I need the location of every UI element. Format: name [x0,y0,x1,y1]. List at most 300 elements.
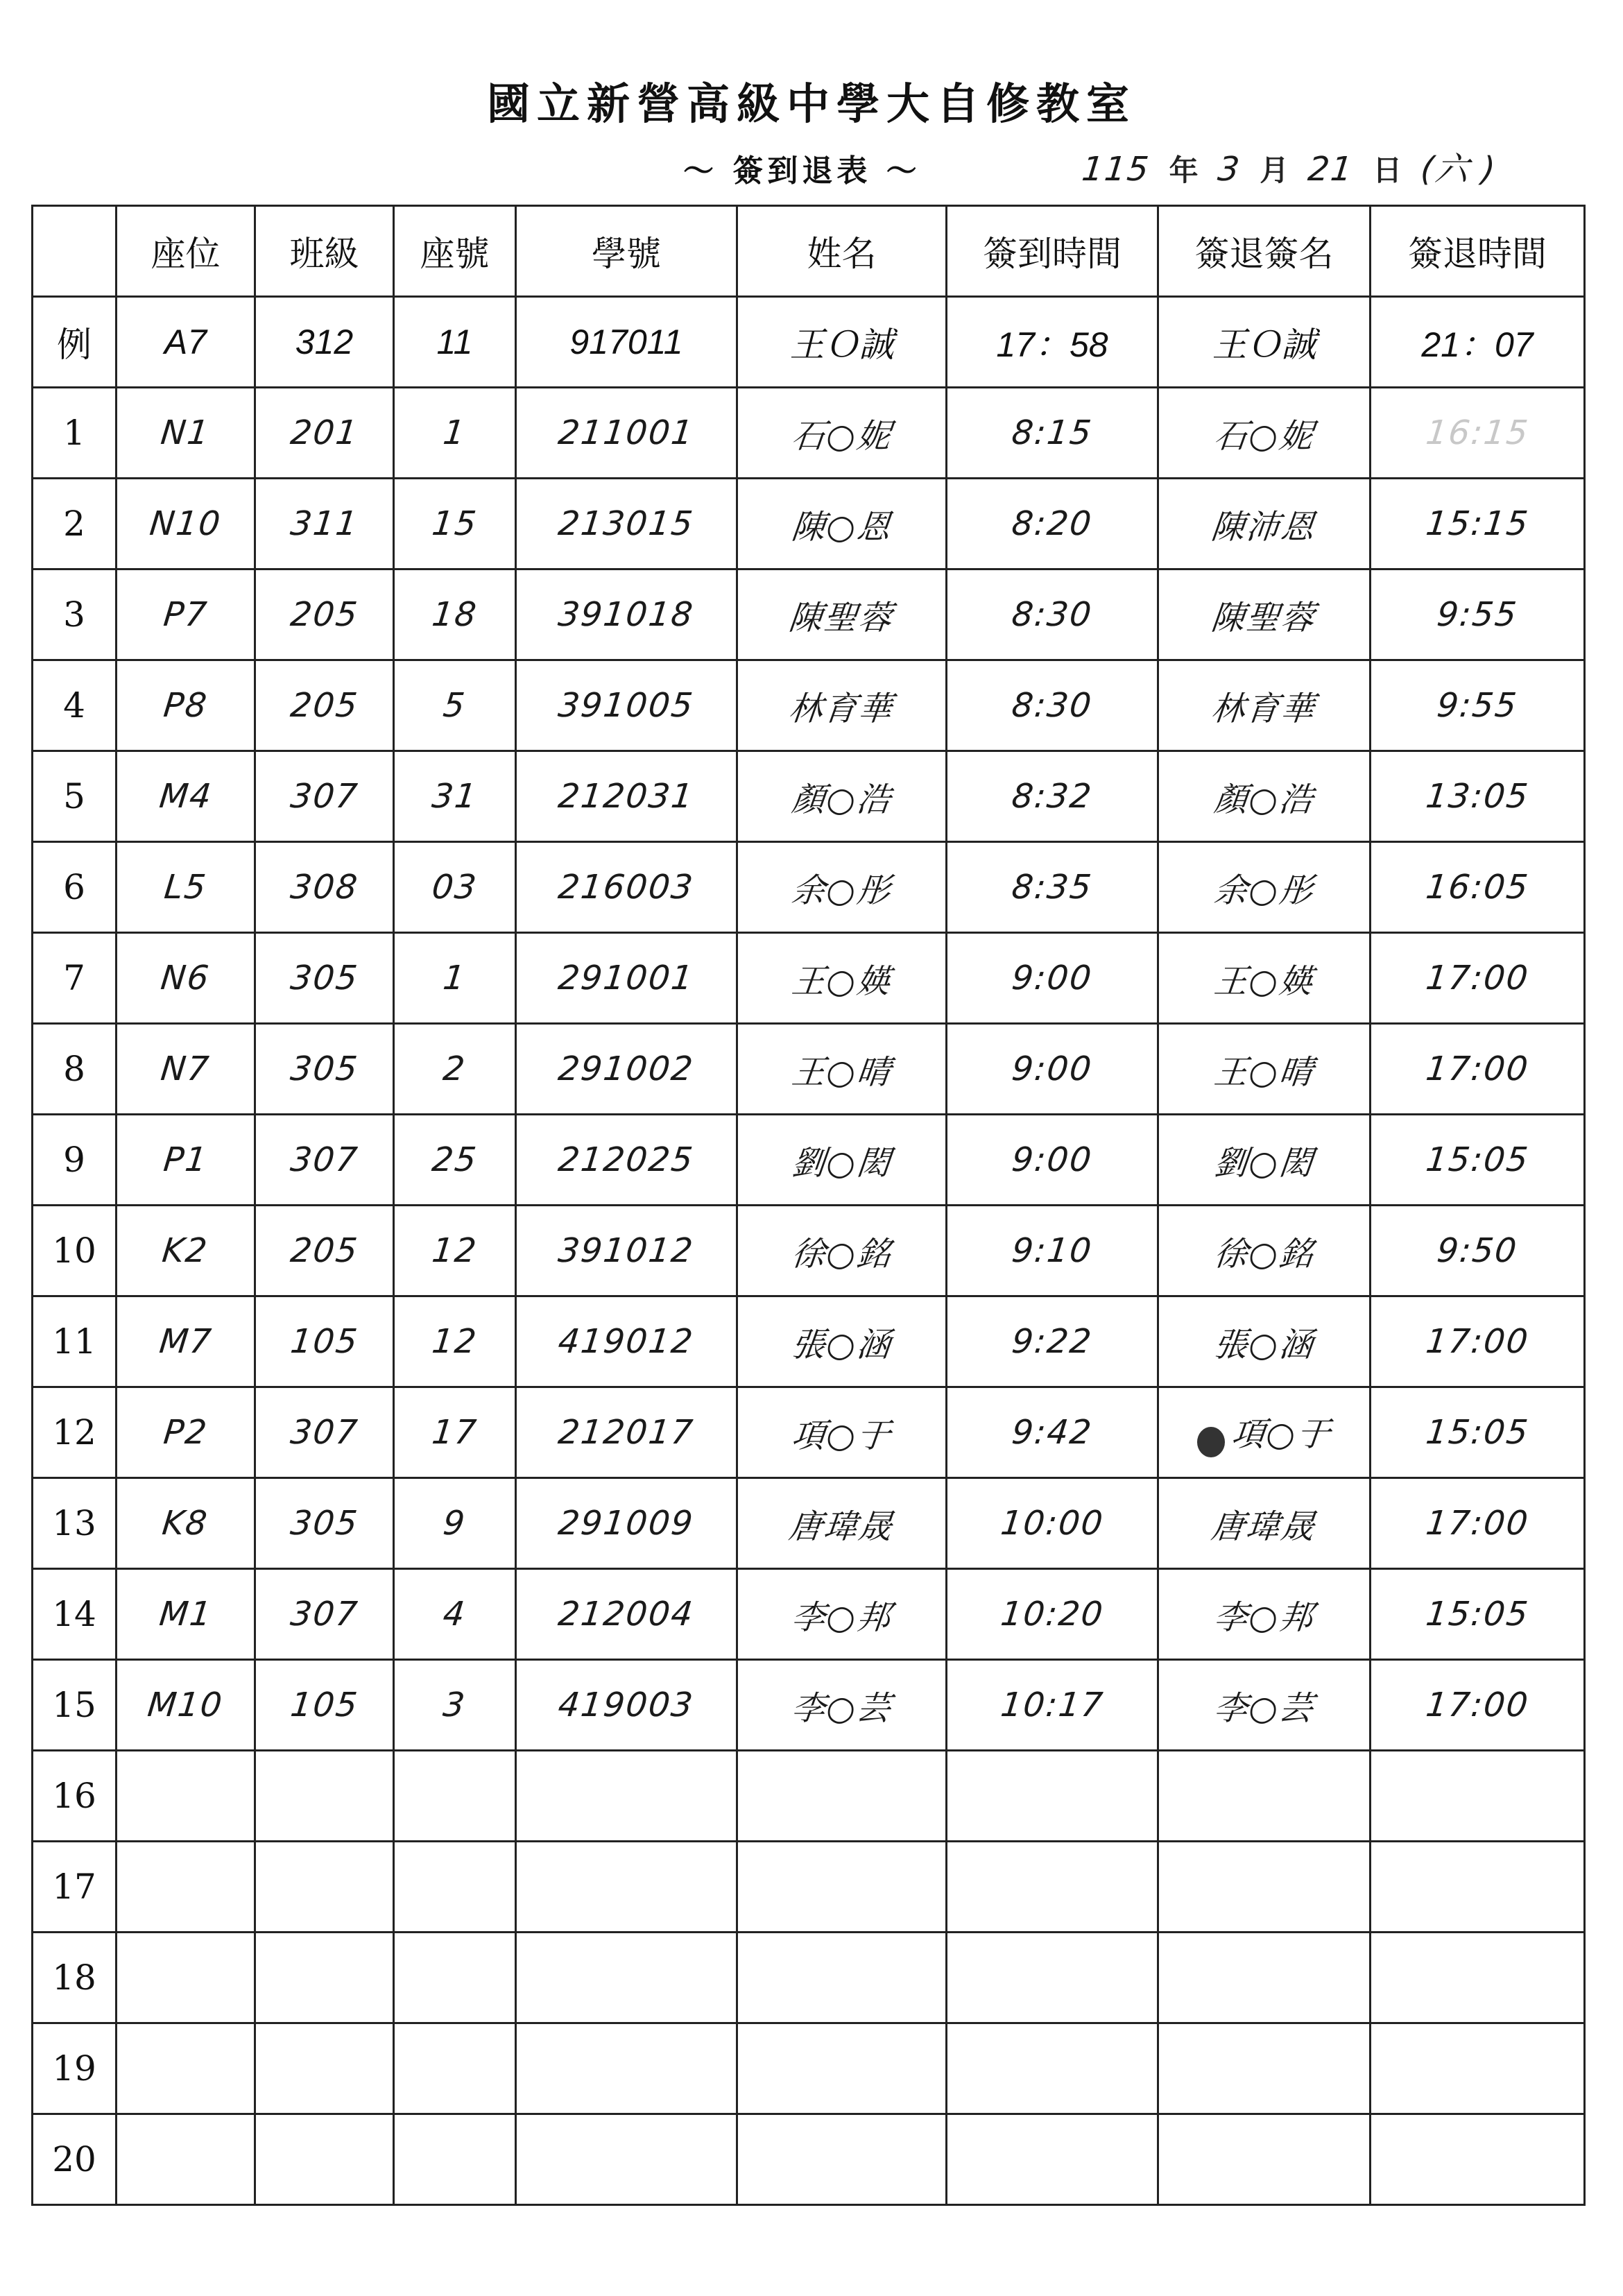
class-cell[interactable] [255,751,394,842]
handwritten-student-id: 291002 [556,1050,696,1088]
seat-number-cell[interactable] [394,2023,516,2114]
seat-number-cell[interactable] [394,479,516,569]
seat-number-cell[interactable] [394,1842,516,1933]
student-id-cell[interactable] [516,2114,737,2205]
handwritten-seat: N10 [148,504,223,543]
sign-out-signature-cell[interactable] [1158,1478,1371,1569]
handwritten-class: 307 [288,777,361,816]
handwritten-sign-out-time: 17:00 [1423,1686,1531,1724]
sign-out-signature-cell[interactable] [1158,479,1371,569]
row-number-cell: 6 [33,842,117,933]
seat-number-cell[interactable] [394,1751,516,1842]
name-cell[interactable] [737,2114,947,2205]
handwritten-seat-number: 12 [430,1231,479,1270]
class-cell[interactable] [255,933,394,1024]
handwritten-sign-in-time: 9:00 [1010,959,1094,997]
handwritten-name: 王○晴 [789,1052,893,1092]
seat-number-cell[interactable] [394,1024,516,1115]
sign-in-time-cell[interactable] [947,1660,1158,1751]
sign-out-time-cell[interactable] [1371,1569,1585,1660]
row-number-cell: 1 [33,388,117,479]
sign-in-time-cell[interactable] [947,1751,1158,1842]
example-name: 王Ｏ誠 [737,297,947,388]
handwritten-seat-number: 18 [430,595,479,634]
seat-cell[interactable] [117,2023,255,2114]
row-number-cell: 14 [33,1569,117,1660]
table-row [33,660,1585,751]
sign-out-time-cell[interactable] [1371,569,1585,660]
class-cell[interactable] [255,1024,394,1115]
table-row [33,479,1585,569]
handwritten-sign-out-time: 15:15 [1423,504,1531,543]
seat-number-cell[interactable] [394,1569,516,1660]
seat-number-cell[interactable] [394,1660,516,1751]
sign-out-signature-cell[interactable] [1158,2023,1371,2114]
handwritten-sign-in-time: 10:00 [998,1504,1106,1543]
date-year-unit: 年 [1169,153,1199,187]
sign-in-time-cell[interactable] [947,479,1158,569]
handwritten-sign-out-time: 9:55 [1435,595,1520,634]
ink-scribble [1197,1427,1225,1457]
column-header-row-number [33,206,117,297]
sign-out-signature-cell[interactable] [1158,1206,1371,1296]
sign-out-time-cell[interactable] [1371,1933,1585,2023]
sign-out-signature-cell[interactable] [1158,933,1371,1024]
handwritten-class: 311 [288,504,361,543]
handwritten-seat-number: 5 [441,686,468,725]
table-row [33,1842,1585,1933]
sign-in-time-cell[interactable] [947,751,1158,842]
student-id-cell[interactable] [516,1115,737,1206]
seat-number-cell[interactable] [394,388,516,479]
student-id-cell[interactable] [516,2023,737,2114]
seat-cell[interactable] [117,1296,255,1387]
seat-cell[interactable] [117,751,255,842]
sign-in-time-cell[interactable] [947,1296,1158,1387]
student-id-cell[interactable] [516,1387,737,1478]
handwritten-seat-number: 2 [441,1050,468,1088]
sign-in-time-cell[interactable] [947,1933,1158,2023]
seat-number-cell[interactable] [394,933,516,1024]
sign-in-time-cell[interactable] [947,1569,1158,1660]
table-row [33,751,1585,842]
seat-number-cell[interactable] [394,1115,516,1206]
name-cell[interactable] [737,569,947,660]
handwritten-class: 307 [288,1413,361,1452]
handwritten-sign-in-time: 8:35 [1010,868,1094,907]
seat-cell[interactable] [117,1206,255,1296]
seat-number-cell[interactable] [394,1387,516,1478]
seat-cell[interactable] [117,1387,255,1478]
sign-out-signature-cell[interactable] [1158,1387,1371,1478]
name-cell[interactable] [737,1024,947,1115]
row-number-cell: 18 [33,1933,117,2023]
table-row [33,1296,1585,1387]
sign-in-time-cell[interactable] [947,1206,1158,1296]
class-cell[interactable] [255,842,394,933]
sign-in-time-cell[interactable] [947,1387,1158,1478]
handwritten-student-id: 216003 [556,868,696,907]
seat-cell[interactable] [117,1569,255,1660]
handwritten-name: 石○妮 [789,416,893,456]
table-row [33,1569,1585,1660]
seat-cell[interactable] [117,388,255,479]
handwritten-student-id: 291001 [556,959,696,997]
example-seat: A7 [117,297,255,388]
column-header-sign-out-time: 簽退時間 [1371,206,1585,297]
name-cell[interactable] [737,1206,947,1296]
handwritten-student-id: 211001 [556,413,696,452]
date-month-unit: 月 [1260,153,1289,187]
seat-cell[interactable] [117,660,255,751]
sign-out-signature-cell[interactable] [1158,388,1371,479]
student-id-cell[interactable] [516,1478,737,1569]
handwritten-name: 陳聖蓉 [787,598,895,637]
handwritten-student-id: 212025 [556,1140,696,1179]
handwritten-seat-number: 15 [430,504,479,543]
example-row-number: 例 [33,297,117,388]
student-id-cell[interactable] [516,479,737,569]
sign-out-signature-cell[interactable] [1158,1296,1371,1387]
seat-cell[interactable] [117,1751,255,1842]
class-cell[interactable] [255,1115,394,1206]
sign-out-time-cell[interactable] [1371,1115,1585,1206]
handwritten-sign-out-signature: 項○于 [1229,1414,1333,1454]
class-cell[interactable] [255,2023,394,2114]
sign-out-time-cell[interactable] [1371,1387,1585,1478]
handwritten-sign-out-signature: 王○晴 [1212,1052,1316,1092]
handwritten-seat: P7 [161,595,210,634]
class-cell[interactable] [255,1569,394,1660]
class-cell[interactable] [255,479,394,569]
student-id-cell[interactable] [516,660,737,751]
name-cell[interactable] [737,1478,947,1569]
date-day-unit: 日 [1373,153,1402,187]
handwritten-name: 徐○銘 [789,1234,893,1274]
sign-in-time-cell[interactable] [947,1478,1158,1569]
seat-number-cell[interactable] [394,1296,516,1387]
sign-out-time-cell[interactable] [1371,1296,1585,1387]
student-id-cell[interactable] [516,569,737,660]
handwritten-seat: N6 [159,959,212,997]
sign-out-signature-cell[interactable] [1158,751,1371,842]
class-cell[interactable] [255,388,394,479]
handwritten-sign-out-signature: 石○妮 [1212,416,1316,456]
name-cell[interactable] [737,1387,947,1478]
sign-in-time-cell[interactable] [947,1842,1158,1933]
class-cell[interactable] [255,1296,394,1387]
sign-out-signature-cell[interactable] [1158,1660,1371,1751]
handwritten-sign-out-time: 17:00 [1423,1322,1531,1361]
name-cell[interactable] [737,933,947,1024]
seat-number-cell[interactable] [394,660,516,751]
handwritten-class: 305 [288,959,361,997]
handwritten-seat: M7 [157,1322,214,1361]
seat-cell[interactable] [117,1478,255,1569]
table-row [33,842,1585,933]
handwritten-sign-out-signature: 陳聖蓉 [1210,598,1318,637]
sign-out-time-cell[interactable] [1371,1024,1585,1115]
handwritten-seat-number: 17 [430,1413,479,1452]
name-cell[interactable] [737,1569,947,1660]
handwritten-sign-out-time: 9:50 [1435,1231,1520,1270]
sign-out-time-cell[interactable] [1371,388,1585,479]
student-id-cell[interactable] [516,388,737,479]
student-id-cell[interactable] [516,1206,737,1296]
student-id-cell[interactable] [516,1842,737,1933]
handwritten-sign-in-time: 9:22 [1010,1322,1094,1361]
student-id-cell[interactable] [516,1933,737,2023]
seat-number-cell[interactable] [394,1478,516,1569]
seat-cell[interactable] [117,933,255,1024]
handwritten-sign-out-time: 15:05 [1423,1413,1531,1452]
class-cell[interactable] [255,1842,394,1933]
sign-in-time-cell[interactable] [947,842,1158,933]
handwritten-sign-in-time: 8:15 [1010,413,1094,452]
handwritten-sign-in-time: 10:17 [998,1686,1106,1724]
sign-out-signature-cell[interactable] [1158,1115,1371,1206]
example-row [33,297,1585,388]
sign-out-signature-cell[interactable] [1158,660,1371,751]
handwritten-name: 顏○浩 [789,780,893,819]
handwritten-sign-out-time: 9:55 [1435,686,1520,725]
table-row [33,1751,1585,1842]
name-cell[interactable] [737,2023,947,2114]
seat-cell[interactable] [117,842,255,933]
row-number-cell: 17 [33,1842,117,1933]
name-cell[interactable] [737,1842,947,1933]
name-cell[interactable] [737,842,947,933]
handwritten-seat: M10 [146,1686,225,1724]
handwritten-seat-number: 1 [441,959,468,997]
student-id-cell[interactable] [516,842,737,933]
sign-in-time-cell[interactable] [947,2023,1158,2114]
table-row [33,1660,1585,1751]
seat-cell[interactable] [117,1660,255,1751]
row-number-cell: 2 [33,479,117,569]
name-cell[interactable] [737,1751,947,1842]
name-cell[interactable] [737,479,947,569]
column-header-class: 班級 [255,206,394,297]
handwritten-sign-out-time: 16:05 [1423,868,1531,907]
handwritten-sign-out-time: 15:05 [1423,1595,1531,1634]
sign-in-time-cell[interactable] [947,933,1158,1024]
table-row [33,1478,1585,1569]
handwritten-name: 林育華 [787,689,895,728]
example-seat-number: 11 [394,297,516,388]
seat-cell[interactable] [117,1933,255,2023]
seat-cell[interactable] [117,2114,255,2205]
handwritten-seat-number: 9 [441,1504,468,1543]
sign-out-signature-cell[interactable] [1158,1751,1371,1842]
row-number-cell: 9 [33,1115,117,1206]
handwritten-student-id: 291009 [556,1504,696,1543]
sign-out-signature-cell[interactable] [1158,1024,1371,1115]
sign-in-time-cell[interactable] [947,660,1158,751]
handwritten-name: 李○芸 [789,1688,893,1728]
handwritten-sign-out-signature: 顏○浩 [1212,780,1316,819]
sign-in-time-cell[interactable] [947,388,1158,479]
handwritten-name: 王○媖 [789,961,893,1001]
handwritten-class: 205 [288,686,361,725]
handwritten-student-id: 213015 [556,504,696,543]
sign-out-time-cell[interactable] [1371,751,1585,842]
handwritten-seat: P1 [161,1140,210,1179]
handwritten-seat: M4 [157,777,214,816]
handwritten-class: 307 [288,1140,361,1179]
sign-out-signature-cell[interactable] [1158,842,1371,933]
sign-in-time-cell[interactable] [947,1115,1158,1206]
class-cell[interactable] [255,1387,394,1478]
sign-in-table [31,205,1586,2206]
name-cell[interactable] [737,751,947,842]
handwritten-seat: L5 [162,868,209,907]
table-row [33,2023,1585,2114]
sign-out-signature-cell[interactable] [1158,569,1371,660]
sign-out-time-cell[interactable] [1371,660,1585,751]
class-cell[interactable] [255,1751,394,1842]
handwritten-sign-out-time: 17:00 [1423,1050,1531,1088]
row-number-cell: 20 [33,2114,117,2205]
handwritten-seat-number: 03 [430,868,479,907]
sign-out-time-cell[interactable] [1371,2023,1585,2114]
table-row [33,1387,1585,1478]
seat-number-cell[interactable] [394,569,516,660]
student-id-cell[interactable] [516,1569,737,1660]
handwritten-student-id: 212031 [556,777,696,816]
seat-number-cell[interactable] [394,1206,516,1296]
handwritten-sign-out-signature: 陳沛恩 [1210,507,1318,547]
row-number-cell: 10 [33,1206,117,1296]
name-cell[interactable] [737,660,947,751]
handwritten-student-id: 391012 [556,1231,696,1270]
name-cell[interactable] [737,1933,947,2023]
handwritten-sign-in-time: 8:20 [1010,504,1094,543]
table-row [33,388,1585,479]
row-number-cell: 8 [33,1024,117,1115]
sign-out-time-cell[interactable] [1371,933,1585,1024]
seat-cell[interactable] [117,1024,255,1115]
handwritten-class: 308 [288,868,361,907]
column-header-sign-out-signature: 簽退簽名 [1158,206,1371,297]
handwritten-class: 305 [288,1504,361,1543]
seat-cell[interactable] [117,479,255,569]
sign-out-signature-cell[interactable] [1158,2114,1371,2205]
sign-out-time-cell[interactable] [1371,479,1585,569]
handwritten-seat: N7 [159,1050,212,1088]
handwritten-sign-in-time: 9:00 [1010,1050,1094,1088]
name-cell[interactable] [737,1115,947,1206]
handwritten-sign-out-signature: 李○芸 [1212,1688,1316,1728]
date-month: 3 [1215,150,1243,189]
handwritten-class: 105 [288,1686,361,1724]
sign-out-time-cell[interactable] [1371,1660,1585,1751]
table-row [33,2114,1585,2205]
table-row [33,1024,1585,1115]
row-number-cell: 7 [33,933,117,1024]
date-weekday: (六 ) [1418,150,1499,189]
sign-in-time-cell[interactable] [947,569,1158,660]
name-cell[interactable] [737,388,947,479]
sign-out-time-cell[interactable] [1371,1206,1585,1296]
seat-number-cell[interactable] [394,751,516,842]
sign-out-time-cell[interactable] [1371,1751,1585,1842]
handwritten-sign-out-signature: 唐瑋晟 [1210,1507,1318,1546]
handwritten-seat-number: 4 [441,1595,468,1634]
student-id-cell[interactable] [516,1296,737,1387]
student-id-cell[interactable] [516,933,737,1024]
handwritten-sign-out-signature: 徐○銘 [1212,1234,1316,1274]
row-number-cell: 5 [33,751,117,842]
seat-cell[interactable] [117,569,255,660]
sign-out-signature-cell[interactable] [1158,1842,1371,1933]
seat-number-cell[interactable] [394,1933,516,2023]
name-cell[interactable] [737,1660,947,1751]
handwritten-sign-in-time: 8:32 [1010,777,1094,816]
sign-out-time-cell[interactable] [1371,842,1585,933]
seat-cell[interactable] [117,1115,255,1206]
seat-number-cell[interactable] [394,2114,516,2205]
handwritten-sign-in-time: 8:30 [1010,686,1094,725]
student-id-cell[interactable] [516,1024,737,1115]
class-cell[interactable] [255,1933,394,2023]
date-day: 21 [1306,150,1356,189]
sign-out-signature-cell[interactable] [1158,1569,1371,1660]
student-id-cell[interactable] [516,1751,737,1842]
row-number-cell: 19 [33,2023,117,2114]
sign-out-time-cell[interactable] [1371,1478,1585,1569]
class-cell[interactable] [255,1478,394,1569]
handwritten-sign-out-signature: 余○彤 [1212,871,1316,910]
table-row [33,1115,1585,1206]
example-student-id: 917011 [516,297,737,388]
column-header-sign-in-time: 簽到時間 [947,206,1158,297]
handwritten-seat: M1 [157,1595,214,1634]
class-cell[interactable] [255,1206,394,1296]
class-cell[interactable] [255,660,394,751]
seat-cell[interactable] [117,1842,255,1933]
handwritten-sign-out-signature: 林育華 [1210,689,1318,728]
handwritten-class: 201 [288,413,361,452]
sign-out-time-cell[interactable] [1371,1842,1585,1933]
student-id-cell[interactable] [516,751,737,842]
handwritten-name: 陳○恩 [789,507,893,547]
handwritten-name: 張○涵 [789,1325,893,1364]
sign-in-time-cell[interactable] [947,2114,1158,2205]
row-number-cell: 4 [33,660,117,751]
handwritten-student-id: 419003 [556,1686,696,1724]
sign-out-time-cell[interactable] [1371,2114,1585,2205]
handwritten-seat-number: 31 [430,777,479,816]
handwritten-class: 205 [288,1231,361,1270]
handwritten-seat-number: 12 [430,1322,479,1361]
name-cell[interactable] [737,1296,947,1387]
handwritten-sign-out-time: 17:00 [1423,959,1531,997]
class-cell[interactable] [255,2114,394,2205]
student-id-cell[interactable] [516,1660,737,1751]
seat-number-cell[interactable] [394,842,516,933]
class-cell[interactable] [255,569,394,660]
sign-in-time-cell[interactable] [947,1024,1158,1115]
row-number-cell: 15 [33,1660,117,1751]
class-cell[interactable] [255,1660,394,1751]
example-class: 312 [255,297,394,388]
handwritten-sign-out-signature: 李○邦 [1212,1597,1316,1637]
example-sign-in-time: 17：58 [947,297,1158,388]
column-header-seat-number: 座號 [394,206,516,297]
sign-out-signature-cell[interactable] [1158,1933,1371,2023]
handwritten-seat: N1 [159,413,212,452]
